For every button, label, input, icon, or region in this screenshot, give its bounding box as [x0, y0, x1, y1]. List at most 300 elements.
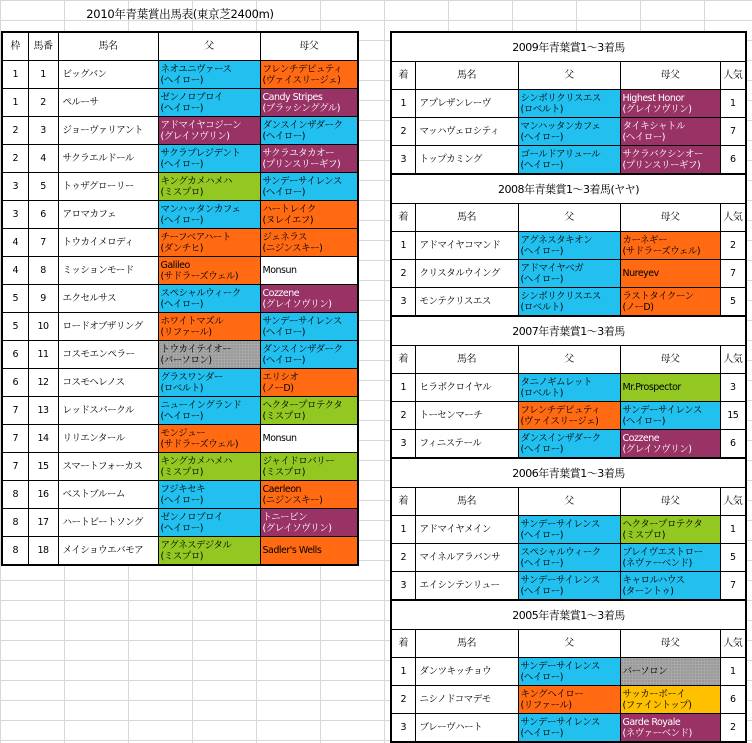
- broodmare-sire-cell-name: ダンスインザダーク: [262, 343, 343, 355]
- broodmare-sire-cell-line: (ネヴァーベンド): [622, 557, 692, 569]
- horse-number: 13: [28, 397, 58, 425]
- broodmare-sire-cell-name: Sadler's Wells: [262, 545, 322, 556]
- column-header: 枠: [2, 32, 28, 61]
- broodmare-sire-cell-name: Nureyev: [622, 268, 659, 279]
- broodmare-sire-cell-name: ジェネラス: [262, 231, 308, 243]
- horse-name: レッドスパークル: [58, 397, 158, 425]
- horse-name: エイシンテンリュー: [415, 572, 518, 601]
- sire-cell: [518, 402, 620, 430]
- broodmare-sire-cell-name: タイキシャトル: [622, 120, 686, 132]
- horse-name: ダンツキッチョウ: [415, 658, 518, 686]
- entry-row: [2, 173, 358, 201]
- horse-name: ペルーサ: [58, 89, 158, 117]
- broodmare-sire-cell-name: サンデーサイレンス: [262, 175, 342, 187]
- sire-cell: [158, 313, 260, 341]
- entry-row: [2, 257, 358, 285]
- broodmare-sire-cell-line: (グレイソヴリン): [622, 103, 692, 115]
- column-header: 父: [518, 346, 620, 374]
- broodmare-sire-cell-name: フレンチデピュティ: [262, 63, 343, 75]
- waku-number: 6: [2, 369, 28, 397]
- sire-cell-line: (ロベルト): [520, 103, 563, 115]
- sire-cell-line: (リファール): [520, 699, 572, 711]
- sire-cell-line: (ヴァイスリージェ): [520, 415, 599, 427]
- broodmare-sire-cell: [260, 173, 358, 201]
- horse-name: トーセンマーチ: [415, 402, 518, 430]
- past-result-row: [391, 544, 746, 572]
- broodmare-sire-cell-name: Garde Royale: [622, 716, 681, 728]
- broodmare-sire-cell-name: サクラユタカオー: [262, 147, 335, 159]
- column-header: 母父: [260, 32, 358, 61]
- broodmare-sire-cell: [260, 201, 358, 229]
- column-header: 馬名: [415, 346, 518, 374]
- past-header-row: [391, 62, 746, 90]
- past-result-row: [391, 686, 746, 714]
- horse-name: サクラエルドール: [58, 145, 158, 173]
- broodmare-sire-cell-line: (ヌレイエフ): [262, 214, 314, 226]
- waku-number: 3: [2, 173, 28, 201]
- broodmare-sire-cell-line: (ヘイロー): [262, 354, 305, 366]
- horse-name: コスモエンペラー: [58, 341, 158, 369]
- section-title: 2008年青葉賞1～3着馬(ヤヤ): [391, 174, 746, 204]
- sire-cell: [518, 430, 620, 459]
- sire-cell: [518, 260, 620, 288]
- broodmare-sire-cell-line: (ブラッシンググル): [262, 102, 341, 114]
- horse-name: フィニステール: [415, 430, 518, 459]
- popularity: 7: [720, 572, 746, 601]
- sire-cell-line: (サドラーズウェル): [160, 438, 239, 450]
- broodmare-sire-cell-name: Candy Stripes: [262, 91, 323, 103]
- sire-cell-name: スペシャルウィーク: [160, 287, 241, 299]
- broodmare-sire-cell-line: (ミスプロ): [262, 466, 305, 478]
- column-header: 母父: [620, 346, 720, 374]
- sire-cell-line: (ヘイロー): [160, 74, 203, 86]
- entry-table: [1, 31, 359, 566]
- waku-number: 8: [2, 509, 28, 537]
- finish-rank: 3: [391, 714, 415, 743]
- sire-cell-line: (ヘイロー): [160, 522, 203, 534]
- broodmare-sire-cell: [620, 402, 720, 430]
- broodmare-sire-cell-name: ブレイヴエストロー: [622, 546, 703, 558]
- section-title: 2006年青葉賞1～3着馬: [391, 458, 746, 488]
- broodmare-sire-cell-line: (グレイソヴリン): [622, 443, 692, 455]
- sire-cell-name: サンデーサイレンス: [520, 660, 600, 672]
- popularity: 1: [720, 90, 746, 118]
- horse-name: メイショウエバモア: [58, 537, 158, 566]
- horse-name: アドマイヤメイン: [415, 516, 518, 544]
- sire-cell-name: ダンスインザダーク: [520, 432, 601, 444]
- sire-cell-name: ゼンノロブロイ: [160, 91, 223, 103]
- entry-row: [2, 453, 358, 481]
- sire-cell-line: (ロベルト): [160, 382, 203, 394]
- popularity: 5: [720, 288, 746, 317]
- popularity: 2: [720, 232, 746, 260]
- popularity: 3: [720, 374, 746, 402]
- past-result-row: [391, 516, 746, 544]
- broodmare-sire-cell-line: (ヘイロー): [262, 186, 305, 198]
- sire-cell-line: (ミスプロ): [160, 466, 203, 478]
- waku-number: 2: [2, 145, 28, 173]
- column-header: 人気: [720, 346, 746, 374]
- entry-row: [2, 229, 358, 257]
- past-header-row: [391, 488, 746, 516]
- sire-cell-line: (グレイソヴリン): [160, 130, 230, 142]
- entry-row: [2, 425, 358, 453]
- sire-cell-name: マンハッタンカフェ: [160, 203, 241, 215]
- sire-cell: [518, 118, 620, 146]
- entry-row: [2, 341, 358, 369]
- sire-cell: [518, 288, 620, 317]
- finish-rank: 3: [391, 288, 415, 317]
- broodmare-sire-cell-name: ヘクタープロテクタ: [262, 399, 343, 411]
- horse-name: ミッションモード: [58, 257, 158, 285]
- sire-cell: [518, 572, 620, 601]
- broodmare-sire-cell-name: ラストタイクーン: [622, 290, 694, 302]
- broodmare-sire-cell: [620, 572, 720, 601]
- waku-number: 5: [2, 313, 28, 341]
- entry-row: [2, 61, 358, 89]
- page-title: 2010年青葉賞出馬表(東京芝2400m): [86, 7, 274, 21]
- broodmare-sire-cell-name: ジャイドロバリー: [262, 455, 335, 467]
- sire-cell: [158, 257, 260, 285]
- broodmare-sire-cell-line: (プリンスリーギフ): [262, 158, 341, 170]
- broodmare-sire-cell: [260, 285, 358, 313]
- horse-name: クリスタルウイング: [415, 260, 518, 288]
- broodmare-sire-cell: [260, 229, 358, 257]
- broodmare-sire-cell: [260, 257, 358, 285]
- waku-number: 6: [2, 341, 28, 369]
- broodmare-sire-cell-line: (ヘイロー): [262, 326, 305, 338]
- past-result-row: [391, 714, 746, 743]
- sire-cell-name: キングヘイロー: [520, 688, 584, 700]
- broodmare-sire-cell: [620, 544, 720, 572]
- sire-cell-line: (ヘイロー): [160, 158, 203, 170]
- broodmare-sire-cell: [260, 89, 358, 117]
- horse-name: マイネルアラバンサ: [415, 544, 518, 572]
- sire-cell-name: トウカイテイオー: [160, 343, 232, 355]
- column-header: 馬名: [415, 62, 518, 90]
- broodmare-sire-cell-line: (グレイソヴリン): [262, 298, 332, 310]
- year-section-title: [391, 316, 746, 346]
- broodmare-sire-cell-name: サクラバクシンオー: [622, 148, 703, 160]
- sire-cell: [518, 374, 620, 402]
- finish-rank: 2: [391, 118, 415, 146]
- sire-cell: [158, 117, 260, 145]
- finish-rank: 3: [391, 146, 415, 175]
- sire-cell-name: シンボリクリスエス: [520, 290, 601, 302]
- broodmare-sire-cell-line: (ヘイロー): [622, 415, 665, 427]
- column-header: 母父: [620, 204, 720, 232]
- past-result-row: [391, 402, 746, 430]
- broodmare-sire-cell-line: (ミスプロ): [622, 529, 665, 541]
- horse-name: ビッグバン: [58, 61, 158, 89]
- broodmare-sire-cell-line: (プリンスリーギフ): [622, 159, 701, 171]
- broodmare-sire-cell-line: (ファイントップ): [622, 699, 692, 711]
- sire-cell-line: (ヘイロー): [520, 273, 563, 285]
- sire-cell: [518, 90, 620, 118]
- sire-cell-line: (ヘイロー): [160, 494, 203, 506]
- sire-cell-name: アグネスデジタル: [160, 539, 232, 551]
- sire-cell-line: (リファール): [160, 326, 212, 338]
- horse-name: ベストブルーム: [58, 481, 158, 509]
- broodmare-sire-cell: [260, 369, 358, 397]
- waku-number: 8: [2, 481, 28, 509]
- broodmare-sire-cell-name: サンデーサイレンス: [262, 315, 342, 327]
- sire-cell-line: (ヘイロー): [520, 245, 563, 257]
- broodmare-sire-cell: [260, 509, 358, 537]
- column-header: 父: [518, 630, 620, 658]
- sire-cell-name: モンジュー: [160, 427, 206, 439]
- waku-number: 7: [2, 397, 28, 425]
- sire-cell-line: (ミスプロ): [160, 550, 203, 562]
- broodmare-sire-cell-name: ヘクタープロテクタ: [622, 518, 703, 530]
- sire-cell: [518, 658, 620, 686]
- horse-number: 3: [28, 117, 58, 145]
- column-header: 馬名: [58, 32, 158, 61]
- sire-cell-name: サクラプレジデント: [160, 147, 241, 159]
- horse-name: アロマカフェ: [58, 201, 158, 229]
- broodmare-sire-cell-line: (ミスプロ): [262, 410, 305, 422]
- broodmare-sire-cell-line: (グレイソヴリン): [262, 522, 332, 534]
- sire-cell-line: (サドラーズウェル): [160, 270, 239, 282]
- sire-cell: [158, 89, 260, 117]
- waku-number: 7: [2, 453, 28, 481]
- waku-number: 4: [2, 229, 28, 257]
- broodmare-sire-cell-name: エリシオ: [262, 371, 299, 383]
- horse-name: リリエンタール: [58, 425, 158, 453]
- popularity: 2: [720, 714, 746, 743]
- entry-row: [2, 313, 358, 341]
- sire-cell-line: (ヘイロー): [520, 727, 563, 739]
- broodmare-sire-cell: [260, 397, 358, 425]
- horse-number: 9: [28, 285, 58, 313]
- column-header: 着: [391, 488, 415, 516]
- sire-cell-line: (ヘイロー): [520, 529, 563, 541]
- broodmare-sire-cell-name: キャロルハウス: [622, 574, 685, 586]
- sire-cell: [158, 61, 260, 89]
- sire-cell-line: (ロベルト): [520, 301, 563, 313]
- year-section-title: [391, 600, 746, 630]
- broodmare-sire-cell-name: Mr.Prospector: [622, 382, 681, 393]
- broodmare-sire-cell-name: トニービン: [262, 511, 308, 523]
- sire-cell: [158, 397, 260, 425]
- past-result-row: [391, 658, 746, 686]
- broodmare-sire-cell: [620, 686, 720, 714]
- horse-number: 1: [28, 61, 58, 89]
- sire-cell: [518, 146, 620, 175]
- past-header-row: [391, 346, 746, 374]
- broodmare-sire-cell: [260, 145, 358, 173]
- sire-cell: [518, 686, 620, 714]
- sire-cell-name: サンデーサイレンス: [520, 574, 600, 586]
- entry-row: [2, 369, 358, 397]
- broodmare-sire-cell-name: Highest Honor: [622, 92, 685, 104]
- horse-name: スマートフォーカス: [58, 453, 158, 481]
- column-header: 着: [391, 346, 415, 374]
- horse-name: ジョーヴァリアント: [58, 117, 158, 145]
- horse-number: 5: [28, 173, 58, 201]
- entry-row: [2, 285, 358, 313]
- broodmare-sire-cell-name: ハートレイク: [262, 203, 316, 215]
- broodmare-sire-cell: [620, 714, 720, 743]
- popularity: 15: [720, 402, 746, 430]
- horse-name: マッハヴェロシティ: [415, 118, 518, 146]
- broodmare-sire-cell: [260, 453, 358, 481]
- horse-number: 11: [28, 341, 58, 369]
- entry-row: [2, 397, 358, 425]
- sire-cell-line: (ヘイロー): [160, 410, 203, 422]
- column-header: 着: [391, 62, 415, 90]
- column-header: 人気: [720, 62, 746, 90]
- waku-number: 1: [2, 61, 28, 89]
- broodmare-sire-cell: [620, 90, 720, 118]
- broodmare-sire-cell: [260, 341, 358, 369]
- sire-cell-name: スペシャルウィーク: [520, 546, 601, 558]
- sire-cell-name: ネオユニヴァース: [160, 63, 232, 75]
- broodmare-sire-cell-name: サンデーサイレンス: [622, 404, 702, 416]
- entry-row: [2, 537, 358, 566]
- broodmare-sire-cell-name: Caerleon: [262, 483, 302, 495]
- sire-cell-line: (ヘイロー): [520, 131, 563, 143]
- sire-cell-name: タニノギムレット: [520, 376, 592, 388]
- broodmare-sire-cell-name: Cozzene: [622, 432, 660, 444]
- popularity: 1: [720, 658, 746, 686]
- section-title: 2005年青葉賞1～3着馬: [391, 600, 746, 630]
- sire-cell-line: (ヘイロー): [520, 159, 563, 171]
- broodmare-sire-cell: [620, 146, 720, 175]
- horse-number: 12: [28, 369, 58, 397]
- sire-cell: [158, 369, 260, 397]
- sire-cell-name: ニューイングランド: [160, 399, 242, 411]
- sire-cell: [158, 341, 260, 369]
- finish-rank: 1: [391, 232, 415, 260]
- sire-cell-name: フジキセキ: [160, 483, 206, 495]
- past-results-table: [390, 31, 747, 743]
- entry-row: [2, 201, 358, 229]
- popularity: 7: [720, 118, 746, 146]
- sire-cell-name: ホワイトマズル: [160, 315, 224, 327]
- horse-number: 10: [28, 313, 58, 341]
- section-title: 2009年青葉賞1～3着馬: [391, 32, 746, 62]
- sire-cell-line: (ヘイロー): [520, 585, 563, 597]
- broodmare-sire-cell: [620, 658, 720, 686]
- broodmare-sire-cell: [620, 118, 720, 146]
- past-result-row: [391, 260, 746, 288]
- sire-cell-name: アドマイヤコジーン: [160, 119, 242, 131]
- broodmare-sire-cell: [260, 61, 358, 89]
- horse-name: エクセルサス: [58, 285, 158, 313]
- sire-cell: [158, 481, 260, 509]
- broodmare-sire-cell: [260, 481, 358, 509]
- broodmare-sire-cell-name: Monsun: [262, 433, 297, 444]
- column-header: 人気: [720, 488, 746, 516]
- broodmare-sire-cell-name: サッカーボーイ: [622, 688, 686, 700]
- waku-number: 4: [2, 257, 28, 285]
- sire-cell-line: (ヘイロー): [160, 102, 203, 114]
- waku-number: 1: [2, 89, 28, 117]
- sire-cell-name: サンデーサイレンス: [520, 518, 600, 530]
- past-result-row: [391, 288, 746, 317]
- broodmare-sire-cell: [620, 430, 720, 459]
- broodmare-sire-cell: [620, 288, 720, 317]
- sire-cell-line: (ヘイロー): [520, 671, 563, 683]
- sire-cell-line: (パーソロン): [160, 354, 212, 366]
- popularity: 1: [720, 516, 746, 544]
- finish-rank: 1: [391, 90, 415, 118]
- sire-cell-line: (ヘイロー): [520, 443, 563, 455]
- broodmare-sire-cell: [620, 516, 720, 544]
- horse-name: ハートビートソング: [58, 509, 158, 537]
- sire-cell-name: キングカメハメハ: [160, 175, 233, 187]
- horse-name: アドマイヤコマンド: [415, 232, 518, 260]
- past-result-row: [391, 146, 746, 175]
- column-header: 馬番: [28, 32, 58, 61]
- broodmare-sire-cell-line: (ネヴァーベンド): [622, 727, 692, 739]
- sire-cell: [158, 285, 260, 313]
- column-header: 着: [391, 630, 415, 658]
- entry-row: [2, 145, 358, 173]
- broodmare-sire-cell-line: (ヴァイスリージェ): [262, 74, 341, 86]
- broodmare-sire-cell-line: (ヘイロー): [262, 130, 305, 142]
- broodmare-sire-cell-line: (ノーD): [622, 301, 654, 313]
- past-header-row: [391, 204, 746, 232]
- finish-rank: 1: [391, 658, 415, 686]
- waku-number: 7: [2, 425, 28, 453]
- sire-cell: [158, 201, 260, 229]
- broodmare-sire-cell-name: パーソロン: [622, 666, 668, 677]
- column-header: 母父: [620, 630, 720, 658]
- finish-rank: 2: [391, 402, 415, 430]
- popularity: 6: [720, 686, 746, 714]
- horse-number: 17: [28, 509, 58, 537]
- year-section-title: [391, 32, 746, 62]
- column-header: 父: [158, 32, 260, 61]
- column-header: 着: [391, 204, 415, 232]
- sire-cell-name: ゴールドアリュール: [520, 148, 601, 160]
- year-section-title: [391, 458, 746, 488]
- broodmare-sire-cell: [260, 537, 358, 566]
- past-result-row: [391, 90, 746, 118]
- broodmare-sire-cell: [260, 117, 358, 145]
- sire-cell: [518, 232, 620, 260]
- horse-name: コスモヘレノス: [58, 369, 158, 397]
- broodmare-sire-cell-name: Monsun: [262, 265, 297, 276]
- broodmare-sire-cell-line: (ニジンスキー): [262, 494, 323, 506]
- past-result-row: [391, 374, 746, 402]
- horse-name: モンテクリスエス: [415, 288, 518, 317]
- horse-name: ロードオブザリング: [58, 313, 158, 341]
- horse-number: 14: [28, 425, 58, 453]
- sire-cell-name: Galileo: [160, 259, 190, 271]
- broodmare-sire-cell: [260, 425, 358, 453]
- horse-name: トップカミング: [415, 146, 518, 175]
- sire-cell-name: キングカメハメハ: [160, 455, 233, 467]
- finish-rank: 2: [391, 544, 415, 572]
- finish-rank: 1: [391, 516, 415, 544]
- entry-row: [2, 509, 358, 537]
- column-header: 馬名: [415, 630, 518, 658]
- sire-cell-name: アドマイヤベガ: [520, 262, 584, 274]
- broodmare-sire-cell: [620, 232, 720, 260]
- column-header: 父: [518, 62, 620, 90]
- horse-number: 4: [28, 145, 58, 173]
- sire-cell: [518, 516, 620, 544]
- entry-header-row: [2, 32, 358, 61]
- horse-number: 6: [28, 201, 58, 229]
- column-header: 馬名: [415, 488, 518, 516]
- column-header: 人気: [720, 630, 746, 658]
- horse-name: トゥザグローリー: [58, 173, 158, 201]
- sire-cell: [158, 145, 260, 173]
